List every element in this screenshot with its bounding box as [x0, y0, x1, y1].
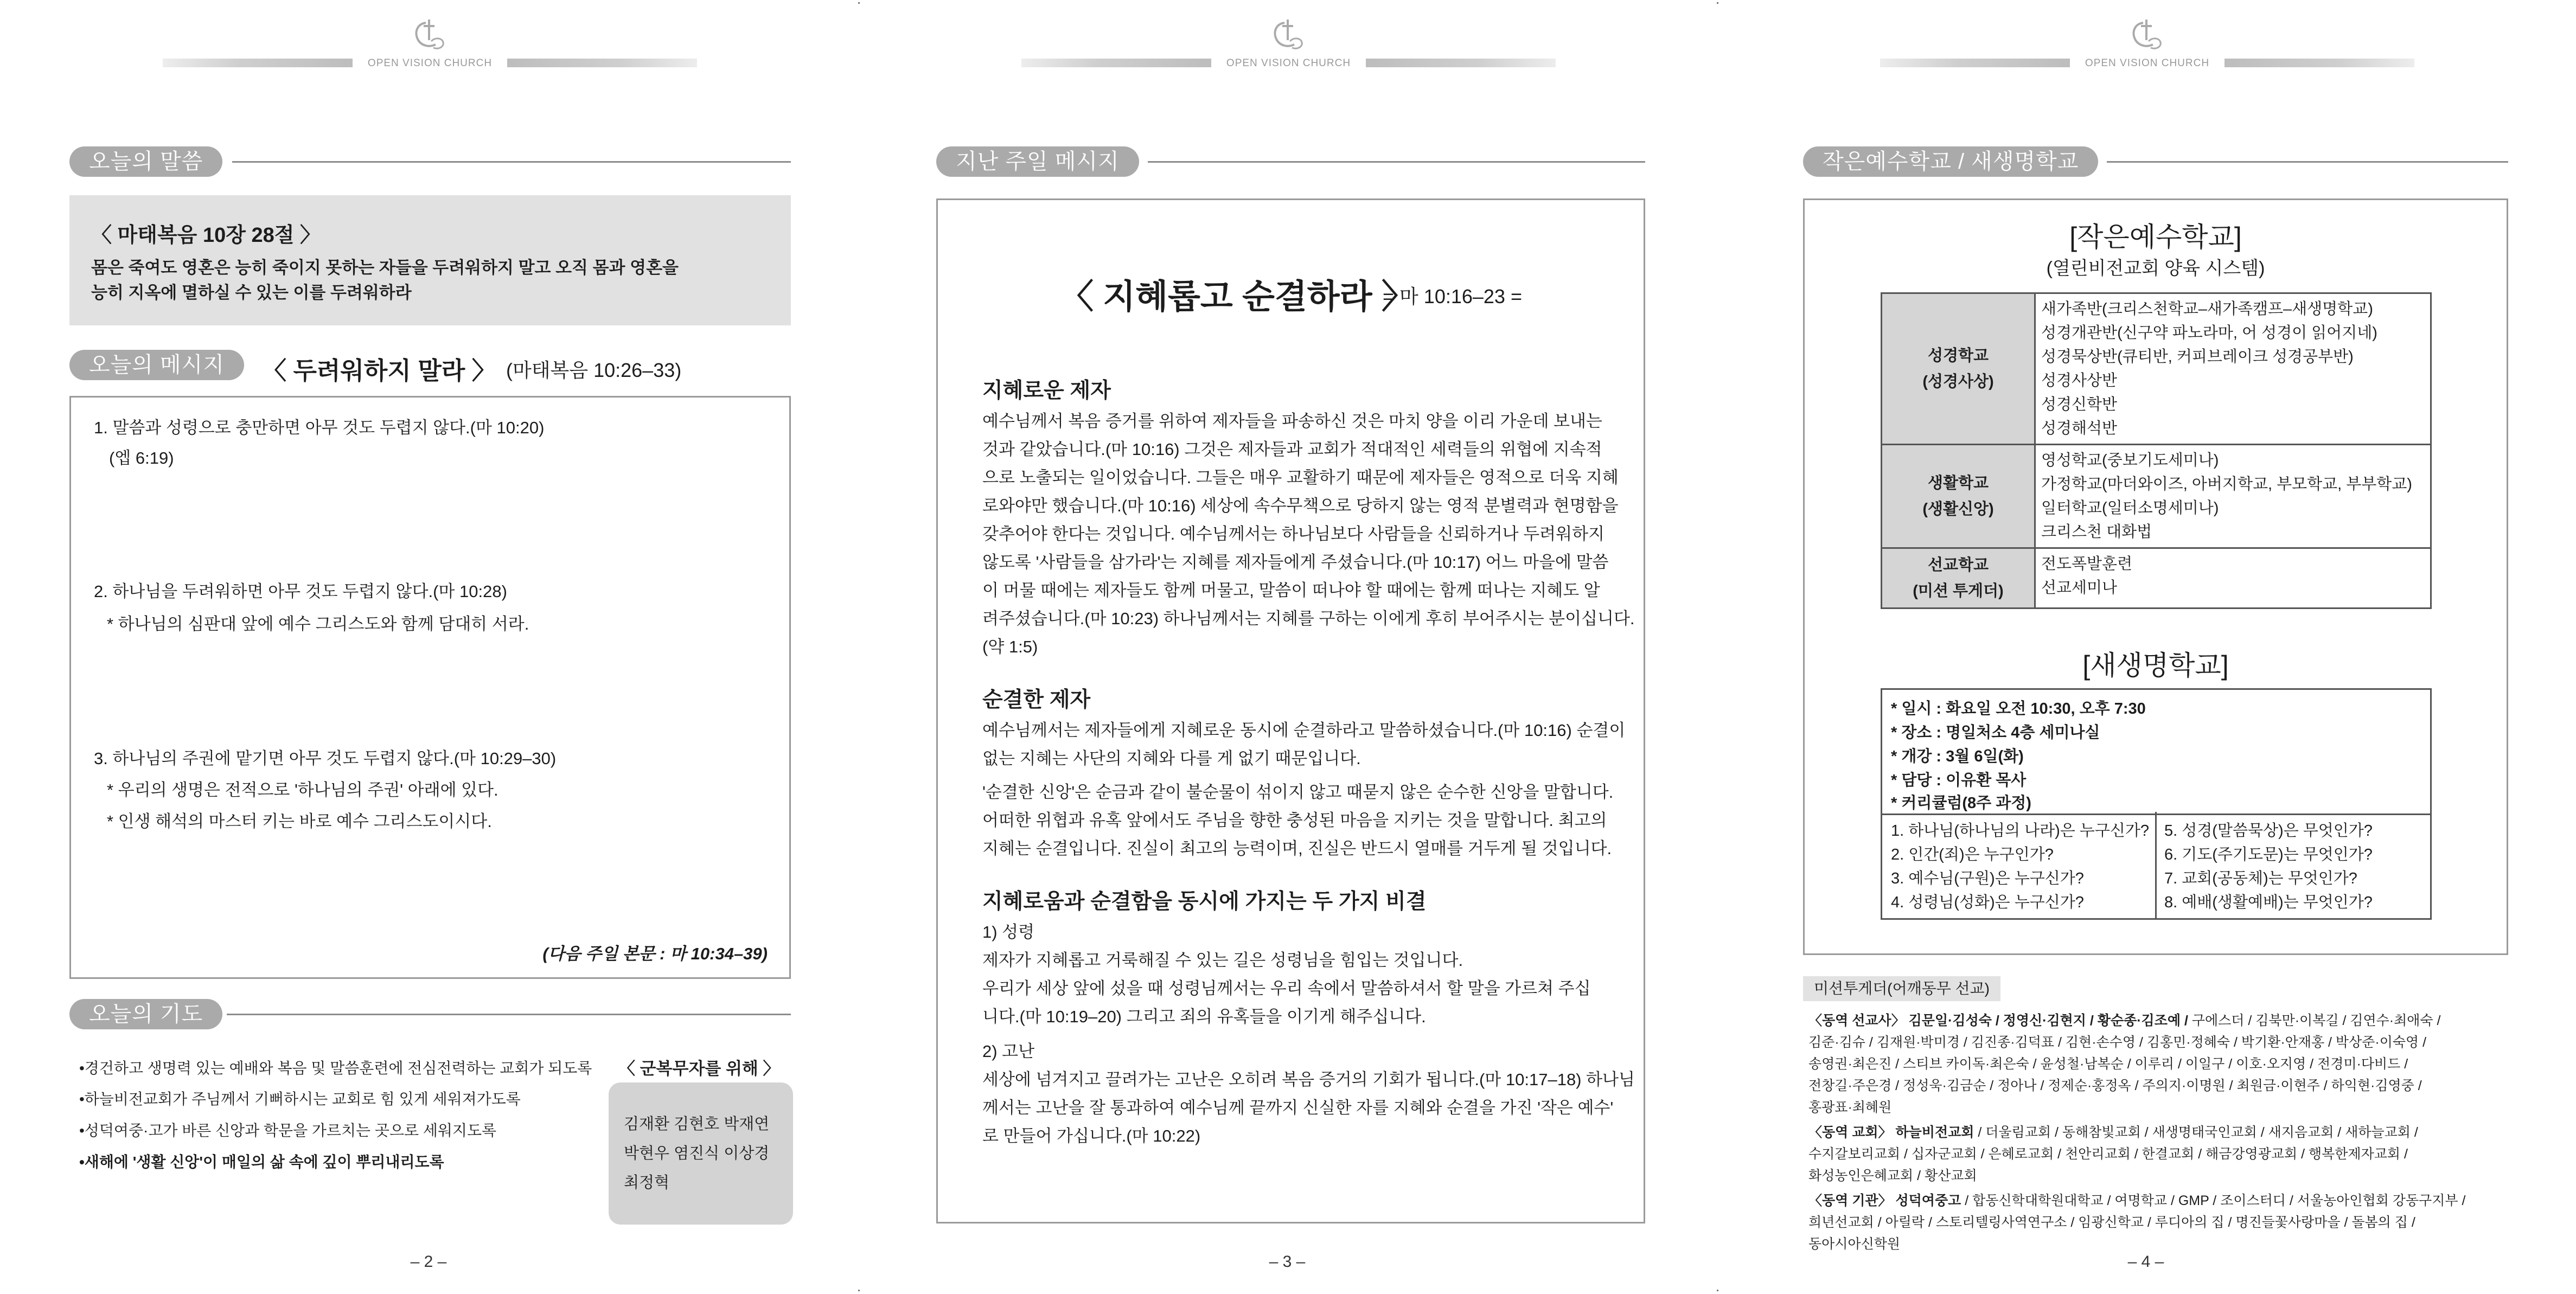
mission-title: 미션투게더(어깨동무 선교) — [1803, 976, 2000, 1001]
sermon-title: 〈 지혜롭고 순결하라 〉 — [1060, 278, 1415, 316]
point: 1. 말씀과 성령으로 충만하면 아무 것도 두렵지 않다.(마 10:20) — [94, 418, 545, 437]
row-head: 선교학교 (미션 투게더) — [1882, 548, 2035, 608]
point-sub: * 우리의 생명은 전적으로 '하나님의 주권' 아래에 있다. — [107, 780, 498, 799]
curriculum-item: 1. 하나님(하나님의 나라)은 누구신가? — [1891, 822, 2149, 840]
prayer-item: •하늘비전교회가 주님께서 기뻐하시는 교회로 힘 있게 세워져가도록 — [79, 1091, 521, 1107]
body-line: 1) 성령 — [982, 923, 1035, 941]
church-name: OPEN VISION CHURCH — [2085, 57, 2210, 69]
section-heading: 지혜로운 제자 — [982, 379, 1111, 402]
body-line: 예수님께서는 제자들에게 지혜로운 동시에 순결하라고 말씀하셨습니다.(마 10:16) 순결이 — [982, 721, 1626, 740]
row-head: 성경학교 (성경사상) — [1882, 293, 2035, 445]
page-header — [163, 16, 697, 76]
last-week-section-header — [936, 146, 1645, 177]
header-bar-right — [1366, 59, 1556, 67]
body-line: 로 만들어 가십니다.(마 10:22) — [982, 1126, 1201, 1145]
body-line: 2) 고난 — [982, 1042, 1035, 1061]
sermon-reference: = 마 10:16–23 = — [1383, 285, 1522, 308]
page-4 — [1717, 0, 2576, 1294]
body-line: 것과 같았습니다.(마 10:16) 그것은 제자들과 교회가 적대적인 세력들의 위협에 지속적 — [982, 440, 1602, 459]
page-header — [1880, 16, 2414, 76]
prayer-item: •성덕여중·고가 바른 신앙과 학문을 가르치는 곳으로 세워지도록 — [79, 1122, 497, 1139]
mission-group: 〈동역 교회〉 하늘비전교회 / 더울림교회 / 동해참빛교회 / 새생명태국인교회 / 새지음교회 / 새하늘교회 / 수지갈보리교회 / 십자군교회 / 은혜로교회 / 천안리교회 / 한결교회 / 해금강영광교회 / 행복한제자교회 / 화성농인은혜교회 / 황산교회 — [1808, 1125, 2418, 1183]
message-box — [69, 396, 791, 979]
page-number: – 2 – — [410, 1253, 447, 1271]
curriculum-item: 7. 교회(공동체)는 무엇인가? — [2164, 870, 2357, 887]
info-line: * 일시 : 화요일 오전 10:30, 오후 7:30 — [1891, 700, 2146, 718]
curriculum-item: 6. 기도(주기도문)는 무엇인가? — [2164, 846, 2373, 863]
body-line: 려주셨습니다.(마 10:23) 하나님께서는 지혜를 구하는 이에게 후히 부어주시는 분이십니다. — [982, 609, 1635, 628]
curriculum-item: 5. 성경(말씀묵상)은 무엇인가? — [2164, 822, 2373, 840]
section-title: 지난 주일 메시지 — [936, 146, 1139, 177]
row-head: 생활학교 (생활신앙) — [1882, 445, 2035, 548]
military-title: 〈 군복무자를 위해 〉 — [618, 1059, 780, 1078]
newlife-title: [새생명학교] — [2082, 650, 2229, 681]
page-number: – 4 – — [2127, 1253, 2164, 1271]
row-items: 영성학교(중보기도세미나) 가정학교(마더와이즈, 아버지학교, 부모학교, 부부학교) 일터학교(일터소명세미나) 크리스천 대화법 — [2035, 445, 2431, 548]
body-line: 로와야만 했습니다.(마 10:16) 세상에 속수무책으로 당하지 않는 영적 분별력과 현명함을 — [982, 496, 1619, 515]
prayer-item: •새해에 '생활 신앙'이 매일의 삶 속에 깊이 뿌리내리도록 — [79, 1154, 444, 1170]
page-2 — [0, 0, 859, 1294]
body-line: 이 머물 때에는 제자들도 함께 머물고, 말씀이 떠나야 할 때에는 함께 떠나는 지혜도 알 — [982, 581, 1600, 600]
info-line: * 개강 : 3월 6일(화) — [1891, 748, 2024, 765]
section-heading: 지혜로움과 순결함을 동시에 가지는 두 가지 비결 — [982, 890, 1427, 913]
section-title: 오늘의 말씀 — [69, 146, 222, 177]
body-line: 어떠한 위협과 유혹 앞에서도 주님을 향한 충성된 마음을 지키는 것을 말합니다. 최고의 — [982, 811, 1607, 830]
next-week-text: (다음 주일 본문 : 마 10:34–39) — [542, 944, 768, 963]
body-line: 세상에 넘겨지고 끌려가는 고난은 오히려 복음 증거의 기회가 됩니다.(마 10:17–18) 하나님 — [982, 1070, 1635, 1089]
point: 2. 하나님을 두려워하면 아무 것도 두렵지 않다.(마 10:28) — [94, 582, 507, 601]
info-line: * 담당 : 이유환 목사 — [1891, 772, 2027, 789]
table-row — [1882, 293, 2431, 445]
body-line: 제자가 지혜롭고 거룩해질 수 있는 길은 성령님을 힘입는 것입니다. — [982, 951, 1463, 970]
info-line: * 커리큘럼(8주 과정) — [1891, 795, 2031, 812]
body-line: '순결한 신앙'은 순금과 같이 불순물이 섞이지 않고 때묻지 않은 순수한 신앙을 말합니다. — [982, 783, 1614, 802]
verse-line: 몸은 죽여도 영혼은 능히 죽이지 못하는 자들을 두려워하지 말고 오직 몸과 영혼을 — [91, 258, 679, 277]
point-sub: * 하나님의 심판대 앞에 예수 그리스도와 함께 담대히 서라. — [107, 614, 529, 633]
body-line: 없는 지혜는 사단의 지혜와 다를 게 없기 때문입니다. — [982, 749, 1361, 768]
info-line: * 장소 : 명일처소 4층 세미나실 — [1891, 724, 2100, 741]
body-line: 않도록 '사람들을 삼가라'는 지혜를 제자들에게 주셨습니다.(마 10:17) 어느 마을에 말씀 — [982, 553, 1609, 572]
page-number: – 3 – — [1269, 1253, 1306, 1271]
section-title: 오늘의 기도 — [69, 999, 222, 1029]
school-table — [1881, 292, 2432, 609]
page-3 — [859, 0, 1717, 1294]
header-bar-right — [507, 59, 697, 67]
point-sub: (엡 6:19) — [109, 449, 174, 467]
body-line: 으로 노출되는 일이었습니다. 그들은 매우 교활하기 때문에 제자들은 영적으로 더욱 지혜 — [982, 468, 1619, 487]
church-name: OPEN VISION CHURCH — [367, 57, 493, 69]
page-header — [1021, 16, 1556, 76]
military-names: 김재환 김현호 박재연 — [624, 1116, 770, 1133]
header-bar-left — [1021, 59, 1211, 67]
header-bar-left — [1880, 59, 2070, 67]
body-line: 께서는 고난을 잘 통과하여 예수님께 끝까지 신실한 자를 지혜와 순결을 가진 '작은 예수' — [982, 1098, 1614, 1117]
body-line: 갖추어야 한다는 것입니다. 예수님께서는 하나님보다 사람들을 신뢰하거나 두려워하지 — [982, 524, 1605, 543]
verse-box — [69, 195, 791, 325]
curriculum-item: 3. 예수님(구원)은 누구신가? — [1891, 870, 2084, 887]
military-names: 박현우 염진식 이상경 — [624, 1145, 770, 1162]
message-section-header — [69, 350, 791, 385]
curriculum-box — [1881, 812, 2432, 920]
school-section-header — [1803, 146, 2508, 177]
sermon-reference: (마태복음 10:26–33) — [506, 359, 682, 381]
military-box — [609, 1082, 793, 1225]
body-line: (약 1:5) — [982, 637, 1038, 656]
point-sub: * 인생 해석의 마스터 키는 바로 예수 그리스도이시다. — [107, 812, 492, 831]
church-logo-icon — [1268, 16, 1307, 55]
header-bar-left — [163, 59, 353, 67]
curriculum-item: 8. 예배(생활예배)는 무엇인가? — [2164, 894, 2373, 911]
church-logo-icon — [410, 16, 449, 55]
prayer-section-header — [69, 999, 791, 1029]
row-items: 새가족반(크리스천학교–새가족캠프–새생명학교) 성경개관반(신구약 파노라마, 어 성경이 읽어지네) 성경묵상반(큐티반, 커피브레이크 성경공부반) 성경사상반 성경신학반 성경해석반 — [2035, 293, 2431, 445]
mission-group: 〈동역 기관〉 성덕여중고 / 합동신학대학원대학교 / 여명학교 / GMP / 조이스터디 / 서울농아인협회 강동구지부 / 희년선교회 / 아릴락 / 스토리텔링사역연구소 / 임광신학교 / 루디아의 집 / 명진들꽃사랑마을 / 돌봄의 집 / 동아시아신학원 — [1808, 1193, 2466, 1252]
body-line: 지혜는 순결입니다. 진실이 최고의 능력이며, 진실은 반드시 열매를 거두게 될 것입니다. — [982, 839, 1612, 858]
verse-line: 능히 지옥에 멸하실 수 있는 이를 두려워하라 — [91, 283, 412, 302]
point: 3. 하나님의 주권에 맡기면 아무 것도 두렵지 않다.(마 10:29–30) — [94, 749, 557, 768]
curriculum-item: 4. 성령님(성화)은 누구신가? — [1891, 894, 2084, 911]
verse-reference: 〈 마태복음 10장 28절 〉 — [91, 224, 321, 247]
prayer-item: •경건하고 생명력 있는 예배와 복음 및 말씀훈련에 전심전력하는 교회가 되도록 — [79, 1060, 592, 1077]
newlife-info-box — [1881, 688, 2432, 815]
word-section-header — [69, 146, 791, 177]
section-title: 작은예수학교 / 새생명학교 — [1803, 146, 2098, 177]
school-box — [1803, 198, 2508, 955]
military-names: 최정혁 — [624, 1174, 670, 1191]
curriculum-item: 2. 인간(죄)은 누구인가? — [1891, 846, 2054, 863]
body-line: 예수님께서 복음 증거를 위하여 제자들을 파송하신 것은 마치 양을 이리 가운데 보내는 — [982, 412, 1602, 431]
section-title: 오늘의 메시지 — [69, 350, 244, 380]
section-heading: 순결한 제자 — [982, 688, 1091, 712]
body-line: 우리가 세상 앞에 섰을 때 성령님께서는 우리 속에서 말씀하셔서 할 말을 가르쳐 주십 — [982, 979, 1591, 998]
mission-list — [1808, 1010, 2508, 1255]
sermon-box — [936, 198, 1645, 1223]
school-title: [작은예수학교] — [2069, 222, 2242, 252]
school-subtitle: (열린비전교회 양육 시스템) — [2046, 258, 2265, 279]
mission-group: 〈동역 선교사〉 김문일·김성숙 / 정영신·김현지 / 황순종·김조예 / 구에스더 / 김북만·이복길 / 김연수·최애숙 / 김준·김슈 / 김재원·박미경 / 김진종·김덕표 / 김현·손수영 / 김홍민·정혜숙 / 박기환·안재홍 / 박상준·이숙영 / 송영권·최은진 / 스티브 카이독·최은숙 / 윤성철·남복순 / 이루리 / 이일구 / 이호·오지영 / 전경미·다비드 / 전창길·주은경 / 정성욱·김금순 / 정아나 / 정제순·홍정옥 / 주의지·이명원 / 최원금·이현주 / 하익현·김영중 / 홍광표·최혜원 — [1808, 1013, 2441, 1115]
church-logo-icon — [2127, 16, 2166, 55]
body-line: 니다.(마 10:19–20) 그리고 죄의 유혹들을 이기게 해주십니다. — [982, 1007, 1426, 1026]
table-row — [1882, 548, 2431, 608]
table-row — [1882, 445, 2431, 548]
row-items: 전도폭발훈련 선교세미나 — [2035, 548, 2431, 608]
church-name: OPEN VISION CHURCH — [1226, 57, 1351, 69]
header-bar-right — [2225, 59, 2414, 67]
sermon-title: 〈 두려워하지 말라 〉 — [262, 357, 496, 385]
